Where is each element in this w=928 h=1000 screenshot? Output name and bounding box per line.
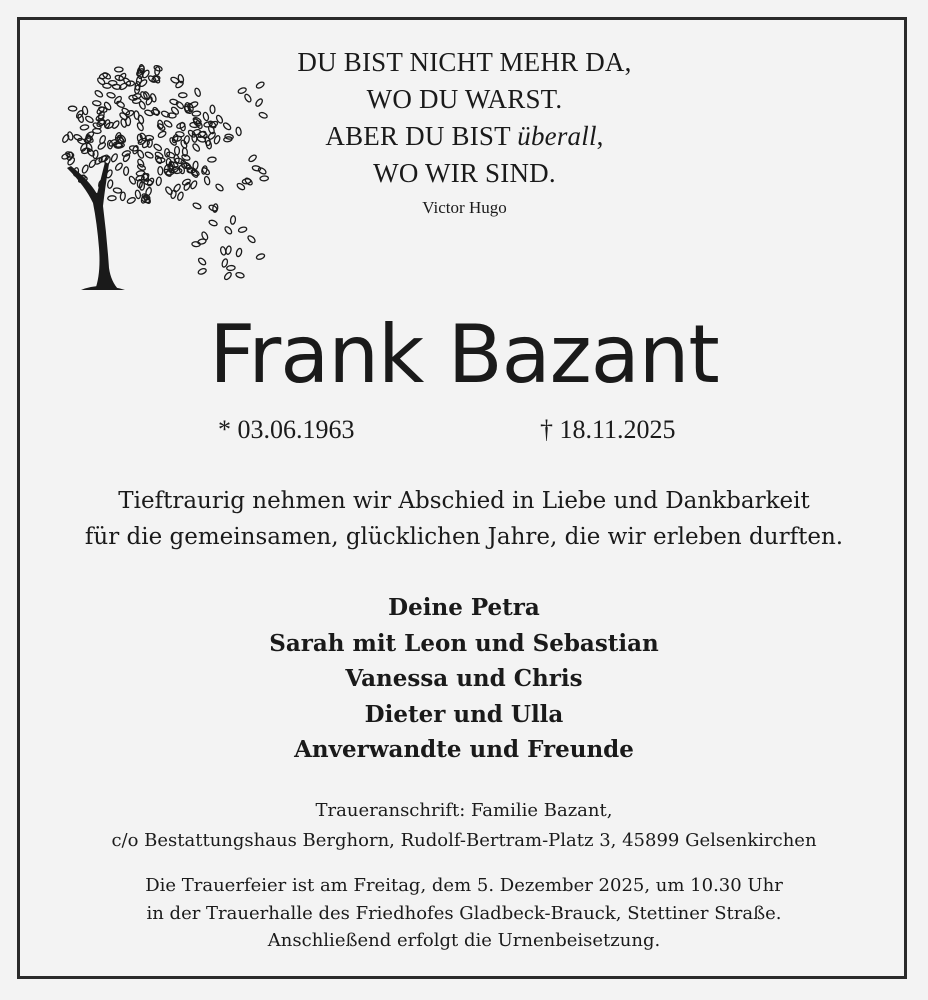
quote-block xyxy=(282,44,647,218)
death-date: † 18.11.2025 xyxy=(540,415,676,444)
leaf-shape xyxy=(237,87,247,94)
leaf-shape xyxy=(235,248,242,257)
leaf-shape xyxy=(197,136,206,143)
address-line-1: Traueranschrift: Familie Bazant, xyxy=(315,800,613,821)
leaf-shape xyxy=(138,100,146,110)
family-member: Sarah mit Leon und Sebastian xyxy=(269,629,659,657)
leaf-shape xyxy=(173,183,182,193)
mourning-address xyxy=(0,796,928,856)
leaf-shape xyxy=(145,187,152,197)
leaf-shape xyxy=(108,196,117,201)
quote-line-3-suffix: , xyxy=(596,121,604,151)
leaf-shape xyxy=(189,101,199,109)
family-member: Anverwandte und Freunde xyxy=(294,736,634,763)
address-line-2: c/o Bestattungshaus Berghorn, Rudolf-Bertram-Platz 3, 45899 Gelsenkirchen xyxy=(111,830,817,851)
leaf-shape xyxy=(197,257,207,266)
family-member: Deine Petra xyxy=(388,594,540,621)
quote-line-1: DU BIST NICHT MEHR DA, xyxy=(297,47,632,77)
tree-with-falling-leaves-icon xyxy=(45,38,270,293)
birth-date: * 03.06.1963 xyxy=(218,415,355,444)
family-member: Dieter und Ulla xyxy=(364,700,564,728)
leaf-shape xyxy=(135,190,141,199)
leaf-shape xyxy=(80,124,89,130)
service-line-3: Anschließend erfolgt die Urnenbeisetzung. xyxy=(267,930,661,951)
leaf-shape xyxy=(156,177,162,186)
leaf-shape xyxy=(110,153,118,163)
leaf-shape xyxy=(183,182,191,192)
leaf-shape xyxy=(73,134,83,142)
farewell-line-1: Tieftraurig nehmen wir Abschied in Liebe und Dankbarkeit xyxy=(118,488,810,514)
leaf-shape xyxy=(164,186,173,196)
leaf-shape xyxy=(115,67,123,72)
family-member: Vanessa und Chris xyxy=(345,665,583,692)
quote-line-2: WO DU WARST. xyxy=(366,84,563,114)
leaf-shape xyxy=(150,93,157,103)
leaf-shape xyxy=(145,96,153,106)
leaf-shape xyxy=(215,183,225,192)
farewell-line-2: für die gemeinsamen, glücklichen Jahre, die wir erleben durften. xyxy=(84,524,844,550)
leaf-shape xyxy=(197,268,207,276)
quote-line-3 xyxy=(282,118,647,155)
leaf-shape xyxy=(106,92,115,99)
leaf-shape xyxy=(126,197,136,205)
leaf-shape xyxy=(161,110,171,118)
leaf-shape xyxy=(122,153,131,163)
leaf-shape xyxy=(192,111,201,117)
leaf-shape xyxy=(113,187,122,193)
leaf-shape xyxy=(153,143,163,152)
leaf-shape xyxy=(236,127,242,136)
leaf-shape xyxy=(208,157,217,163)
leaf-shape xyxy=(116,143,125,149)
leaf-shape xyxy=(175,80,185,89)
leaf-shape xyxy=(158,167,163,176)
service-line-2: in der Trauerhalle des Friedhofes Gladbeck-Brauck, Stettiner Straße. xyxy=(146,902,782,924)
leaf-shape xyxy=(92,100,101,106)
leaf-shape xyxy=(138,79,147,88)
family-list xyxy=(0,590,928,768)
leaf-shape xyxy=(192,143,201,153)
leaf-shape xyxy=(107,179,113,188)
leaf-shape xyxy=(94,89,104,98)
leaf-shape xyxy=(225,246,232,255)
leaf-shape xyxy=(224,226,233,235)
leaf-shape xyxy=(202,112,209,121)
leaf-shape xyxy=(175,146,180,154)
leaf-shape xyxy=(235,272,244,279)
leaf-shape xyxy=(128,175,137,185)
leaf-shape xyxy=(208,219,218,226)
service-info xyxy=(0,872,928,955)
leaf-shape xyxy=(210,105,215,114)
leaf-shape xyxy=(114,162,123,171)
leaf-shape xyxy=(222,122,231,131)
leaf-shape xyxy=(111,120,120,130)
leaf-shape xyxy=(256,253,266,260)
leaf-shape xyxy=(258,112,268,120)
leaf-shape xyxy=(204,176,211,185)
leaf-shape xyxy=(68,106,77,111)
leaf-shape xyxy=(248,154,258,163)
leaf-shape xyxy=(85,115,95,124)
quote-line-3-prefix: ABER DU BIST xyxy=(325,121,518,151)
quote-line-4: WO WIR SIND. xyxy=(373,158,556,188)
leaf-shape xyxy=(137,149,145,159)
leaf-shape xyxy=(260,176,269,181)
leaf-shape xyxy=(230,216,236,225)
leaf-shape xyxy=(223,271,232,280)
leaf-shape xyxy=(242,178,251,184)
leaf-shape xyxy=(226,265,235,271)
leaf-shape xyxy=(255,81,265,89)
leaf-shape xyxy=(255,98,264,108)
leaf-shape xyxy=(93,150,99,159)
leaf-shape xyxy=(144,151,154,159)
leaf-shape xyxy=(177,191,184,201)
leaf-shape xyxy=(179,93,187,98)
quote-author: Victor Hugo xyxy=(422,198,507,217)
leaf-shape xyxy=(194,88,201,98)
leaf-shape xyxy=(103,83,112,88)
deceased-name: Frank Bazant xyxy=(209,308,719,401)
leaf-shape xyxy=(244,93,253,103)
leaf-shape xyxy=(190,169,199,179)
leaf-shape xyxy=(97,141,107,150)
leaf-shape xyxy=(192,202,202,210)
service-line-1: Die Trauerfeier ist am Freitag, dem 5. Dezember 2025, um 10.30 Uhr xyxy=(145,875,783,896)
leaf-shape xyxy=(215,114,223,124)
farewell-message xyxy=(0,483,928,555)
leaf-shape xyxy=(81,164,89,174)
leaf-shape xyxy=(247,235,256,244)
leaf-shape xyxy=(120,192,126,201)
leaf-shape xyxy=(238,226,247,233)
leaf-shape xyxy=(123,167,128,176)
quote-italic-word: überall xyxy=(517,121,597,151)
leaf-shape xyxy=(157,130,167,138)
